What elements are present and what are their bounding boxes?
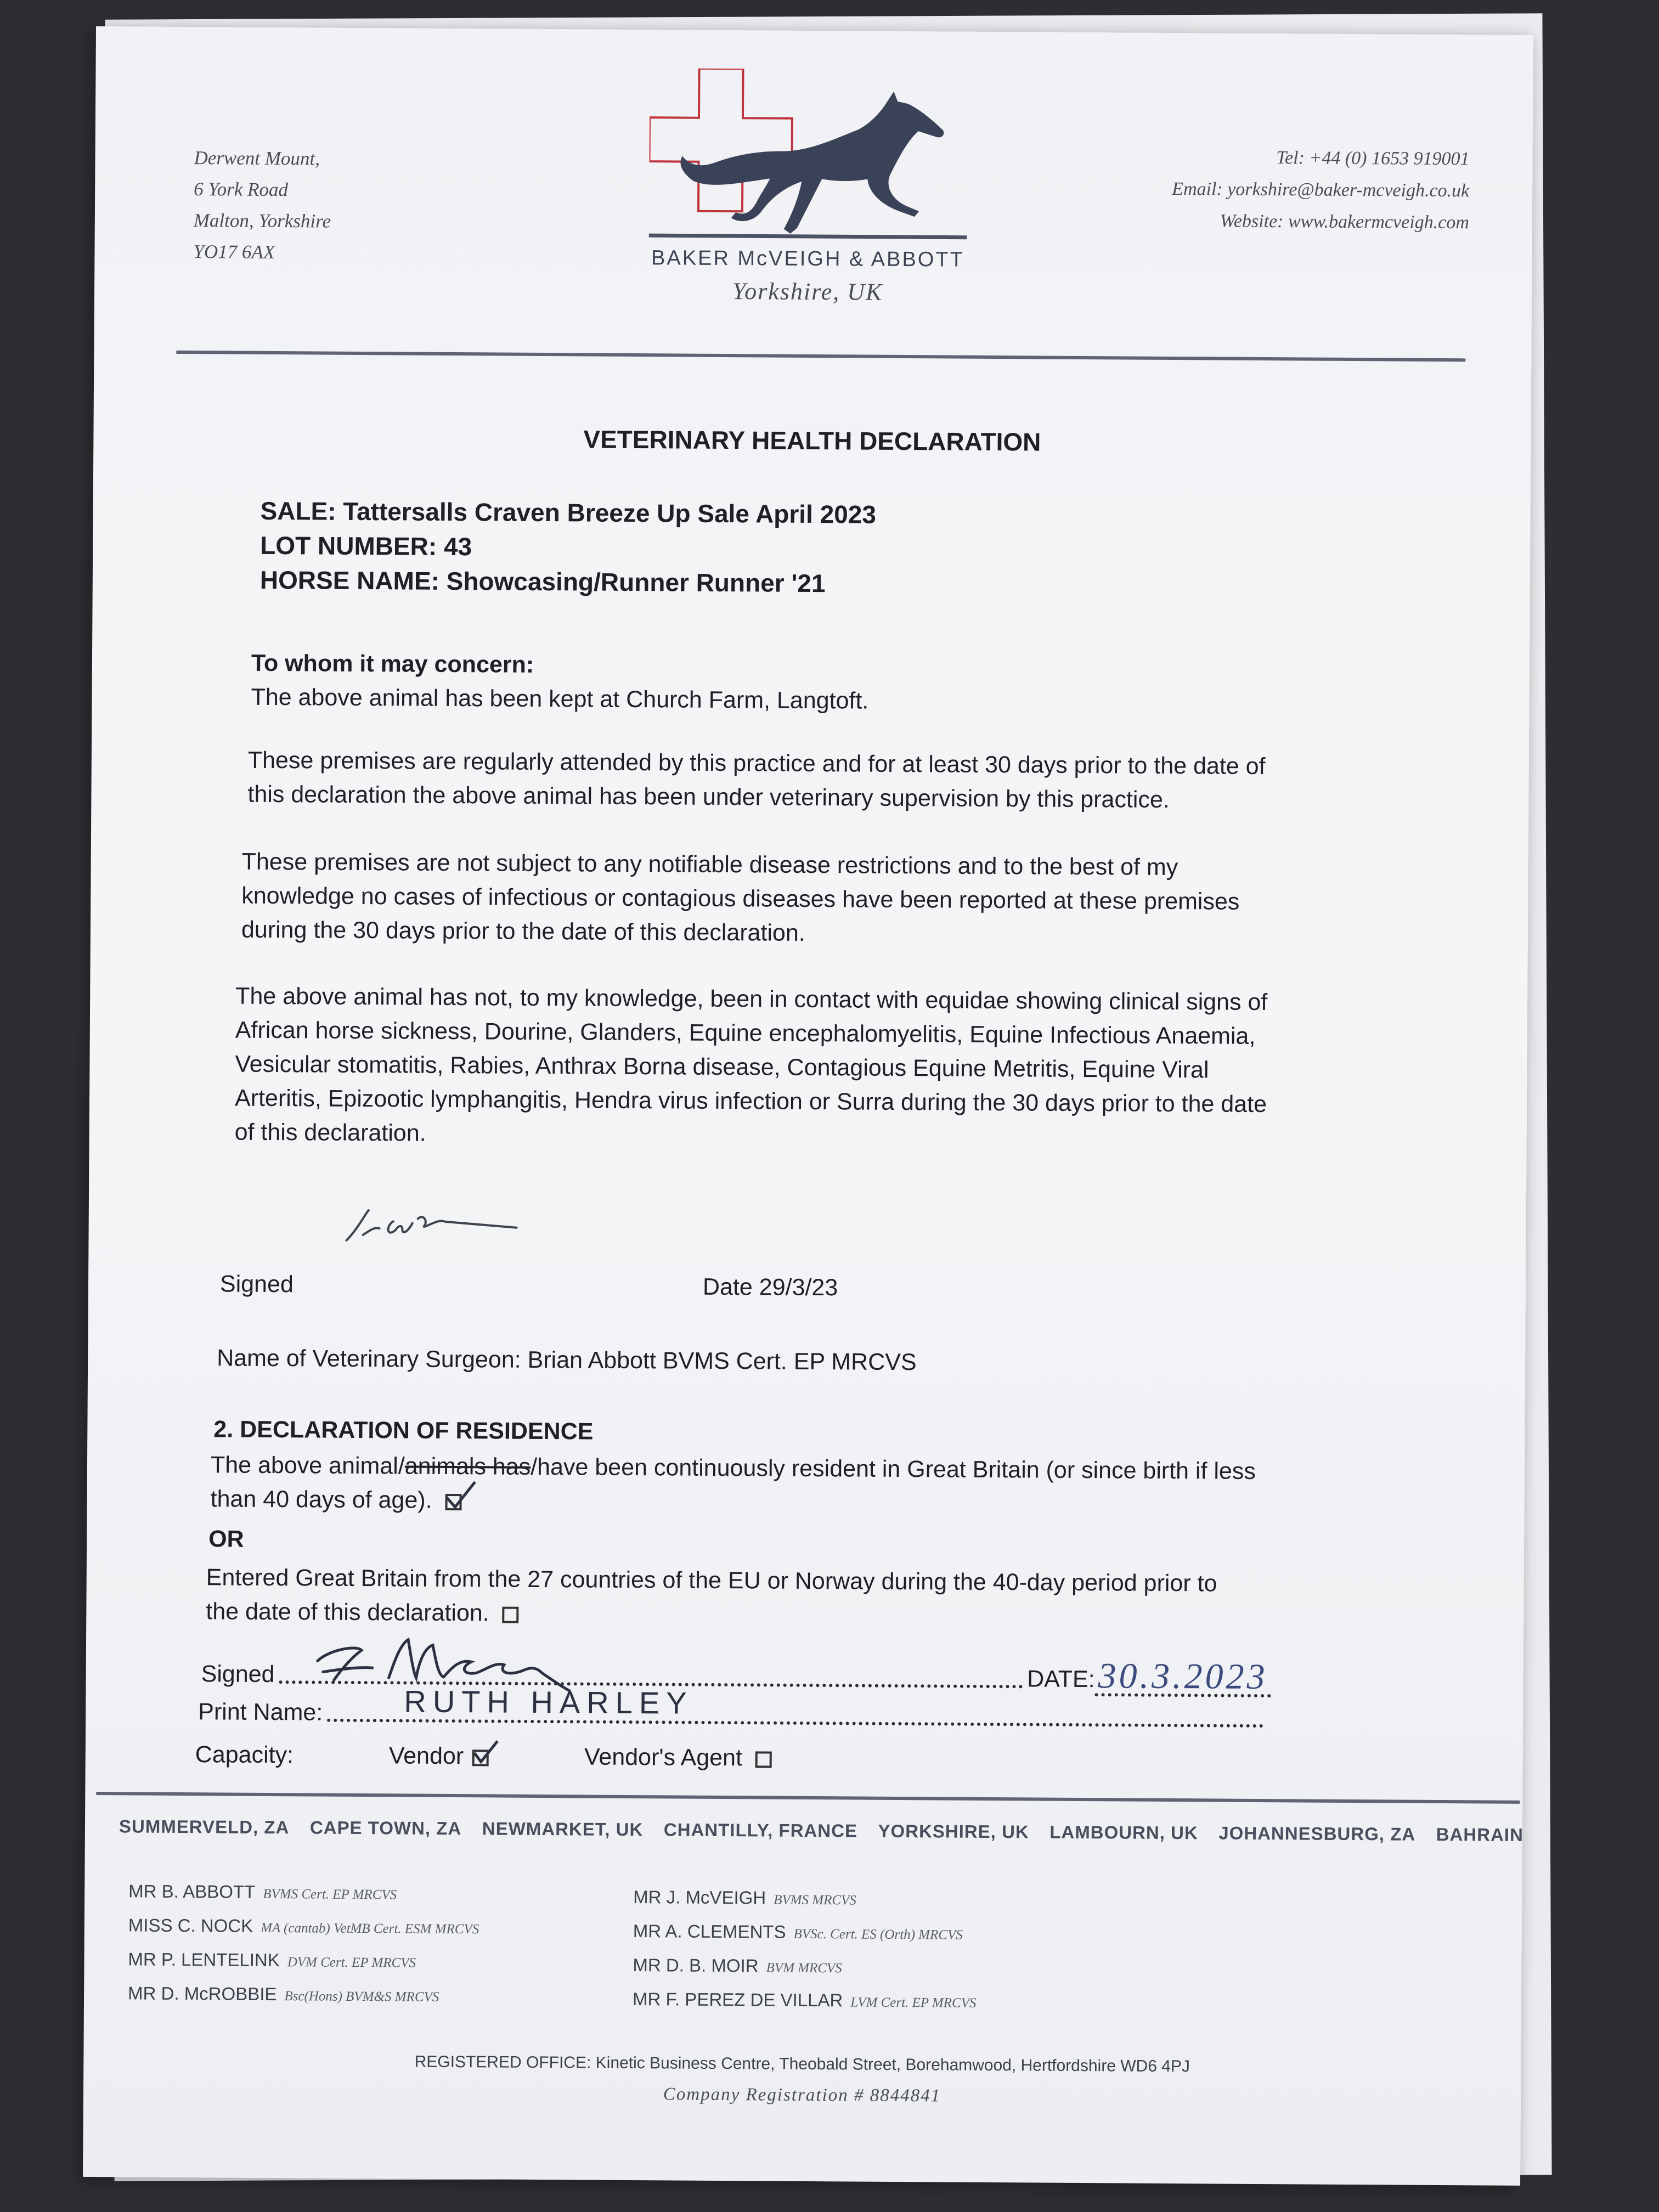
- vet-qualification: BVM MRCVS: [766, 1960, 842, 1976]
- vendor-signed-label: Signed: [201, 1661, 275, 1688]
- print-name-line[interactable]: [327, 1684, 1263, 1728]
- vet-name: MR B. ABBOTT: [128, 1881, 256, 1902]
- vet-entry: [633, 1989, 977, 2025]
- paragraph-line: of this declaration.: [234, 1119, 426, 1147]
- vet-entry: [633, 1921, 977, 1957]
- footer-rule: [96, 1792, 1520, 1804]
- residence-heading: 2. DECLARATION OF RESIDENCE: [213, 1416, 594, 1445]
- checkmark-icon: [472, 1739, 500, 1766]
- address-line: Malton, Yorkshire: [193, 210, 331, 232]
- company-name: BAKER McVEIGH & ABBOTT: [651, 246, 964, 272]
- vet-name: MR F. PEREZ DE VILLAR: [632, 1989, 843, 2011]
- capacity-row: [195, 1737, 772, 1775]
- location-item: LAMBOURN, UK: [1049, 1821, 1198, 1843]
- capacity-label: Capacity:: [195, 1741, 294, 1769]
- vet-name: MISS C. NOCK: [128, 1915, 253, 1936]
- agent-checkbox[interactable]: [755, 1751, 772, 1768]
- vet-name: MR P. LENTELINK: [128, 1949, 280, 1971]
- company-logo: [648, 68, 968, 268]
- vendor-date-value: 30.3.2023: [1094, 1659, 1271, 1697]
- vet-name: MR A. CLEMENTS: [633, 1921, 786, 1942]
- vet-name: MR D. B. MOIR: [633, 1955, 759, 1976]
- residence-option-2-checkbox[interactable]: [503, 1606, 519, 1623]
- kept-at-line: The above animal has been kept at Church Farm, Langtoft.: [251, 684, 869, 714]
- address-line: 6 York Road: [194, 178, 289, 201]
- vets-list-left: [128, 1881, 479, 2019]
- location-item: SUMMERVELD, ZA: [119, 1816, 290, 1838]
- print-name-label: Print Name:: [198, 1699, 323, 1726]
- sale-details: [260, 494, 876, 601]
- vet-entry: [128, 1949, 479, 1985]
- practice-address: [193, 142, 331, 268]
- phone-line: Tel: +44 (0) 1653 919001: [1276, 148, 1470, 170]
- checkmark-icon: [444, 1480, 477, 1513]
- vendor-option-label: Vendor: [388, 1742, 464, 1770]
- residence-option-1-checkbox[interactable]: [445, 1494, 461, 1510]
- location-item: BAHRAIN: [1436, 1824, 1523, 1845]
- vet-qualification: BVSc. Cert. ES (Orth) MRCVS: [793, 1926, 963, 1943]
- company-registration: Company Registration # 8844841: [663, 2084, 941, 2106]
- vet-qualification: BVMS Cert. EP MRCVS: [263, 1886, 397, 1903]
- struck-text: animals has: [404, 1453, 531, 1480]
- vet-qualification: BVMS MRCVS: [774, 1892, 856, 1908]
- header-rule: [176, 351, 1465, 362]
- vet-date-label: Date 29/3/23: [702, 1273, 838, 1301]
- paragraph-line: African horse sickness, Dourine, Glanders, Equine encephalomyelitis, Equine Infectious Anaemia,: [235, 1017, 1256, 1049]
- residence-text: the date of this declaration.: [206, 1598, 489, 1627]
- residence-text: The above animal/: [210, 1452, 405, 1480]
- address-line: YO17 6AX: [193, 241, 275, 263]
- vet-name: MR D. McROBBIE: [127, 1983, 277, 2005]
- vendor-checkbox[interactable]: [472, 1750, 489, 1766]
- paragraph-line: Arteritis, Epizootic lymphangitis, Hendra virus infection or Surra during the 30 days prior to the date: [234, 1085, 1267, 1118]
- vet-entry: [128, 1983, 479, 2019]
- vet-entry: [633, 1887, 977, 1923]
- residence-text: than 40 days of age).: [210, 1486, 432, 1514]
- print-name-value: RUTH HARLEY: [404, 1684, 693, 1720]
- company-location: Yorkshire, UK: [732, 278, 883, 306]
- vets-list-right: [633, 1887, 977, 2025]
- paragraph-line: knowledge no cases of infectious or contagious diseases have been reported at these premises: [241, 882, 1240, 915]
- residence-text: /have been continuously resident in Great Britain (or since birth if less: [531, 1453, 1256, 1485]
- vet-qualification: LVM Cert. EP MRCVS: [850, 1995, 977, 2011]
- vet-entry: [128, 1915, 479, 1951]
- location-item: CAPE TOWN, ZA: [309, 1817, 462, 1839]
- website-line: Website: www.bakermcveigh.com: [1220, 211, 1469, 233]
- location-item: JOHANNESBURG, ZA: [1218, 1822, 1416, 1844]
- paragraph-line: The above animal has not, to my knowledge, been in contact with equidae showing clinical signs of: [235, 983, 1268, 1016]
- document-title: VETERINARY HEALTH DECLARATION: [583, 425, 1041, 456]
- vendor-print-name-row: [198, 1684, 1268, 1735]
- vet-signature-icon: [341, 1197, 522, 1258]
- declaration-sheet: [83, 26, 1533, 2186]
- vet-qualification: MA (cantab) VetMB Cert. ESM MRCVS: [261, 1920, 479, 1937]
- paragraph-line: These premises are regularly attended by this practice and for at least 30 days prior to the date of: [247, 747, 1266, 780]
- vet-qualification: DVM Cert. EP MRCVS: [287, 1955, 416, 1971]
- address-line: Derwent Mount,: [194, 147, 320, 170]
- office-locations: [119, 1816, 1523, 1846]
- salutation: To whom it may concern:: [251, 650, 534, 678]
- sale-line: SALE: Tattersalls Craven Breeze Up Sale April 2023: [260, 496, 877, 529]
- paragraph-line: These premises are not subject to any notifiable disease restrictions and to the best of my: [241, 848, 1178, 881]
- registered-office: REGISTERED OFFICE: Kinetic Business Centre, Theobald Street, Borehamwood, Hertfordshire WD6 4PJ: [414, 2052, 1190, 2076]
- vendor-signed-row: [201, 1654, 1271, 1697]
- lot-number-line: LOT NUMBER: 43: [260, 531, 472, 561]
- vet-entry: [128, 1881, 479, 1917]
- vendor-date-label: DATE:: [1027, 1666, 1095, 1693]
- paragraph-supervision: [247, 743, 1266, 817]
- paragraph-line: Vesicular stomatitis, Rabies, Anthrax Borna disease, Contagious Equine Metritis, Equine Viral: [235, 1051, 1209, 1084]
- concern-block: [251, 646, 869, 718]
- horse-name-line: HORSE NAME: Showcasing/Runner Runner '21: [259, 565, 826, 598]
- paragraph-line: during the 30 days prior to the date of this declaration.: [241, 916, 805, 946]
- paragraph-diseases: [235, 979, 1268, 1155]
- paragraph-restrictions: [241, 845, 1240, 953]
- residence-text: Entered Great Britain from the 27 countries of the EU or Norway during the 40-day period prior to: [206, 1564, 1217, 1597]
- vet-surgeon-name: Name of Veterinary Surgeon: Brian Abbott BVMS Cert. EP MRCVS: [217, 1345, 917, 1376]
- residence-option-2: [206, 1560, 1217, 1634]
- vet-signed-label: Signed: [219, 1271, 294, 1298]
- residence-option-1: [210, 1448, 1256, 1522]
- vet-entry: [633, 1955, 977, 1991]
- vet-name: MR J. McVEIGH: [633, 1887, 766, 1908]
- or-label: OR: [208, 1526, 244, 1553]
- practice-contact: [1172, 142, 1470, 239]
- location-item: NEWMARKET, UK: [482, 1818, 644, 1840]
- location-item: YORKSHIRE, UK: [878, 1820, 1029, 1842]
- email-line: Email: yorkshire@baker-mcveigh.co.uk: [1172, 178, 1470, 201]
- horse-cross-logo-icon: [648, 68, 968, 268]
- vet-qualification: Bsc(Hons) BVM&S MRCVS: [284, 1989, 439, 2005]
- location-item: CHANTILLY, FRANCE: [663, 1819, 858, 1841]
- paragraph-line: this declaration the above animal has been under veterinary supervision by this practice.: [247, 781, 1170, 813]
- agent-option-label: Vendor's Agent: [584, 1743, 743, 1771]
